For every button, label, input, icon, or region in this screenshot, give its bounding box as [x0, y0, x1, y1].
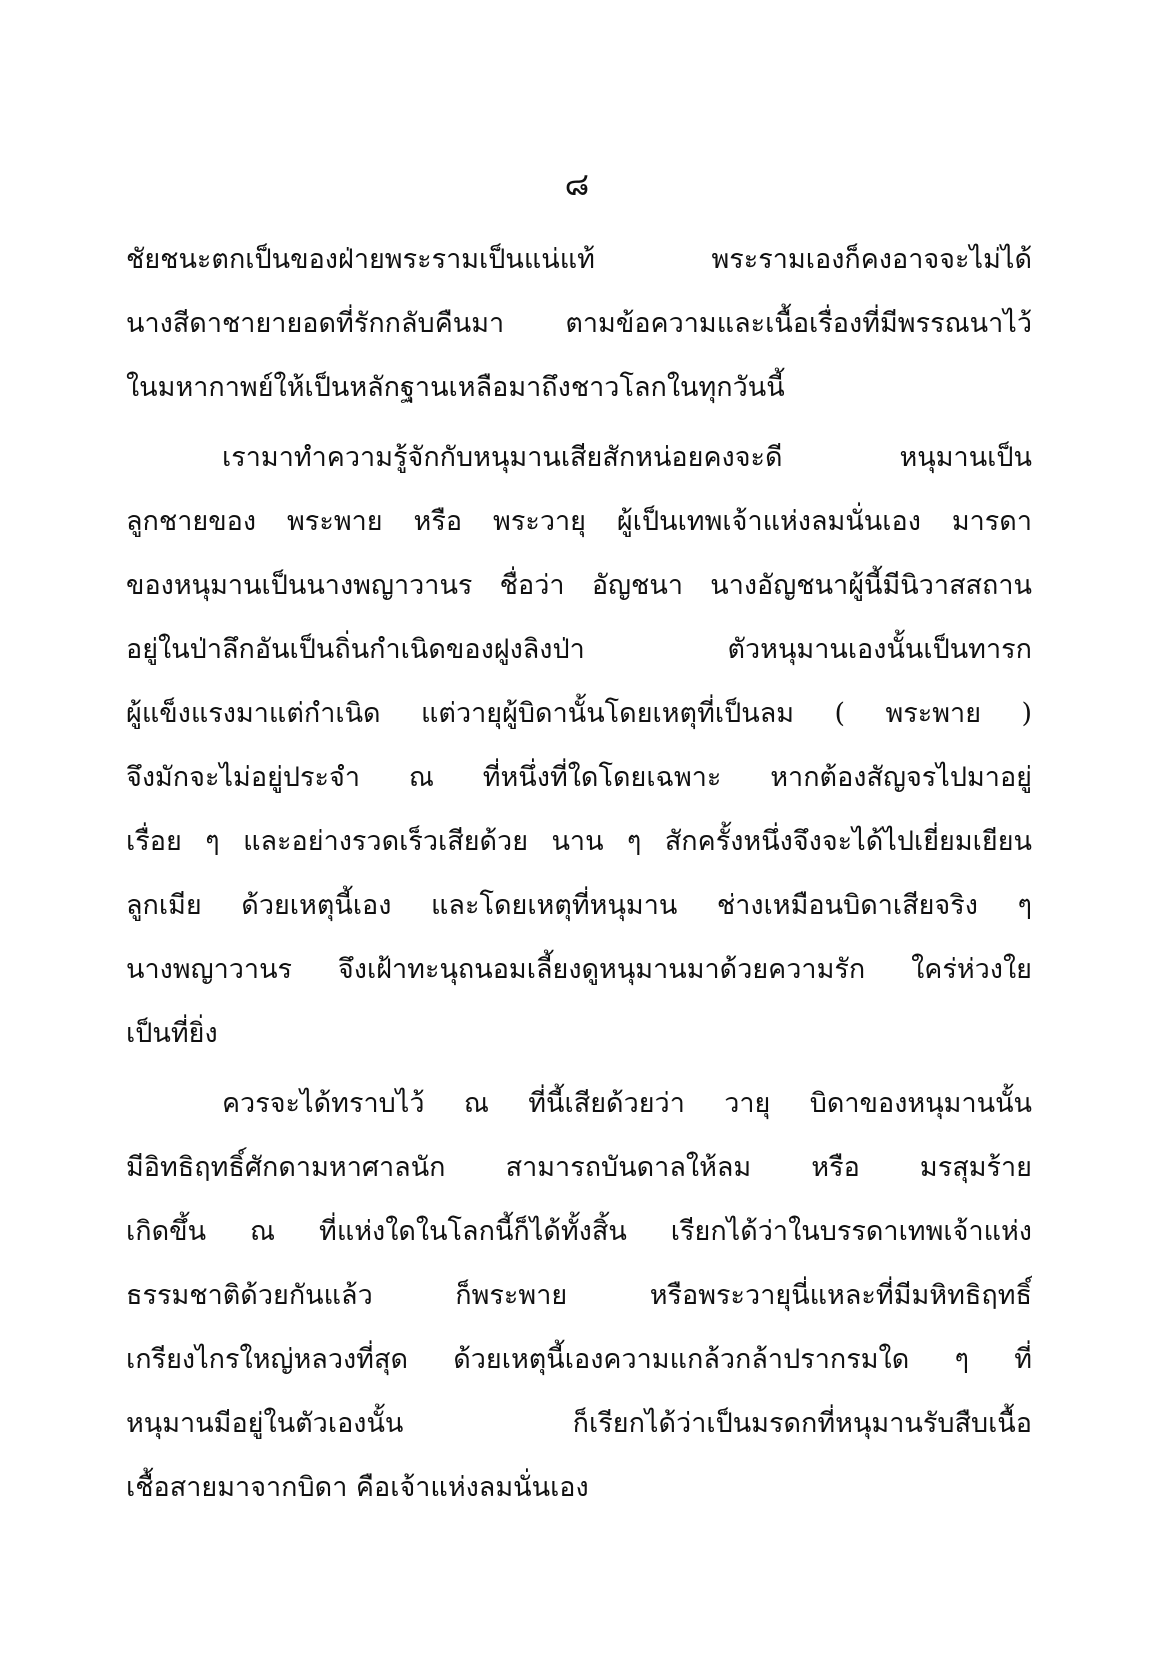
paragraph — [126, 1072, 1032, 1520]
text-line: เป็นที่ยิ่ง — [126, 1018, 218, 1049]
text-line: เกรียงไกรใหญ่หลวงที่สุด ด้วยเหตุนี้เองความแกล้วกล้าปรากรมใด ๆ ที่ — [126, 1344, 1032, 1375]
text-line: เกิดขึ้น ณ ที่แห่งใดในโลกนี้ก็ได้ทั้งสิ้น เรียกได้ว่าในบรรดาเทพเจ้าแห่ง — [126, 1216, 1032, 1247]
text-line: ลูกเมีย ด้วยเหตุนี้เอง และโดยเหตุที่หนุมาน ช่างเหมือนบิดาเสียจริง ๆ — [126, 890, 1032, 921]
text-line: เรื่อย ๆ และอย่างรวดเร็วเสียด้วย นาน ๆ สักครั้งหนึ่งจึงจะได้ไปเยี่ยมเยียน — [126, 826, 1032, 857]
text-line: เชื้อสายมาจากบิดา คือเจ้าแห่งลมนั่นเอง — [126, 1472, 589, 1503]
text-line: ลูกชายของ พระพาย หรือ พระวายุ ผู้เป็นเทพเจ้าแห่งลมนั่นเอง มารดา — [126, 506, 1032, 537]
page-number: ๘ — [564, 165, 590, 203]
text-line: มีอิทธิฤทธิ์ศักดามหาศาลนัก สามารถบันดาลให้ลม หรือ มรสุมร้าย — [126, 1152, 1032, 1183]
text-line: ผู้แข็งแรงมาแต่กำเนิด แต่วายุผู้บิดานั้นโดยเหตุที่เป็นลม ( พระพาย ) — [126, 698, 1032, 729]
text-line: ของหนุมานเป็นนางพญาวานร ชื่อว่า อัญชนา นางอัญชนาผู้นี้มีนิวาสสถาน — [126, 570, 1032, 601]
paragraph — [126, 228, 1032, 420]
text-line: นางสีดาชายายอดที่รักกลับคืนมา ตามข้อความและเนื้อเรื่องที่มีพรรณนาไว้ — [126, 308, 1032, 339]
body-text — [126, 228, 1032, 1520]
paragraph — [126, 426, 1032, 1066]
text-line: ควรจะได้ทราบไว้ ณ ที่นี้เสียด้วยว่า วายุ บิดาของหนุมานนั้น — [222, 1088, 1032, 1119]
text-line: ในมหากาพย์ให้เป็นหลักฐานเหลือมาถึงชาวโลกในทุกวันนี้ — [126, 372, 785, 403]
text-line: อยู่ในป่าลึกอันเป็นถิ่นกำเนิดของฝูงลิงป่า ตัวหนุมานเองนั้นเป็นทารก — [126, 634, 1032, 665]
text-line: ชัยชนะตกเป็นของฝ่ายพระรามเป็นแน่แท้ พระรามเองก็คงอาจจะไม่ได้ — [126, 244, 1032, 275]
text-line: นางพญาวานร จึงเฝ้าทะนุถนอมเลี้ยงดูหนุมานมาด้วยความรัก ใคร่ห่วงใย — [126, 954, 1032, 985]
text-line: จึงมักจะไม่อยู่ประจำ ณ ที่หนึ่งที่ใดโดยเฉพาะ หากต้องสัญจรไปมาอยู่ — [126, 762, 1032, 793]
text-line: ธรรมชาติด้วยกันแล้ว ก็พระพาย หรือพระวายุนี่แหละที่มีมหิทธิฤทธิ์ — [126, 1280, 1032, 1311]
text-line: หนุมานมีอยู่ในตัวเองนั้น ก็เรียกได้ว่าเป็นมรดกที่หนุมานรับสืบเนื้อ — [126, 1408, 1032, 1439]
text-line: เรามาทำความรู้จักกับหนุมานเสียสักหน่อยคงจะดี หนุมานเป็น — [222, 442, 1032, 473]
